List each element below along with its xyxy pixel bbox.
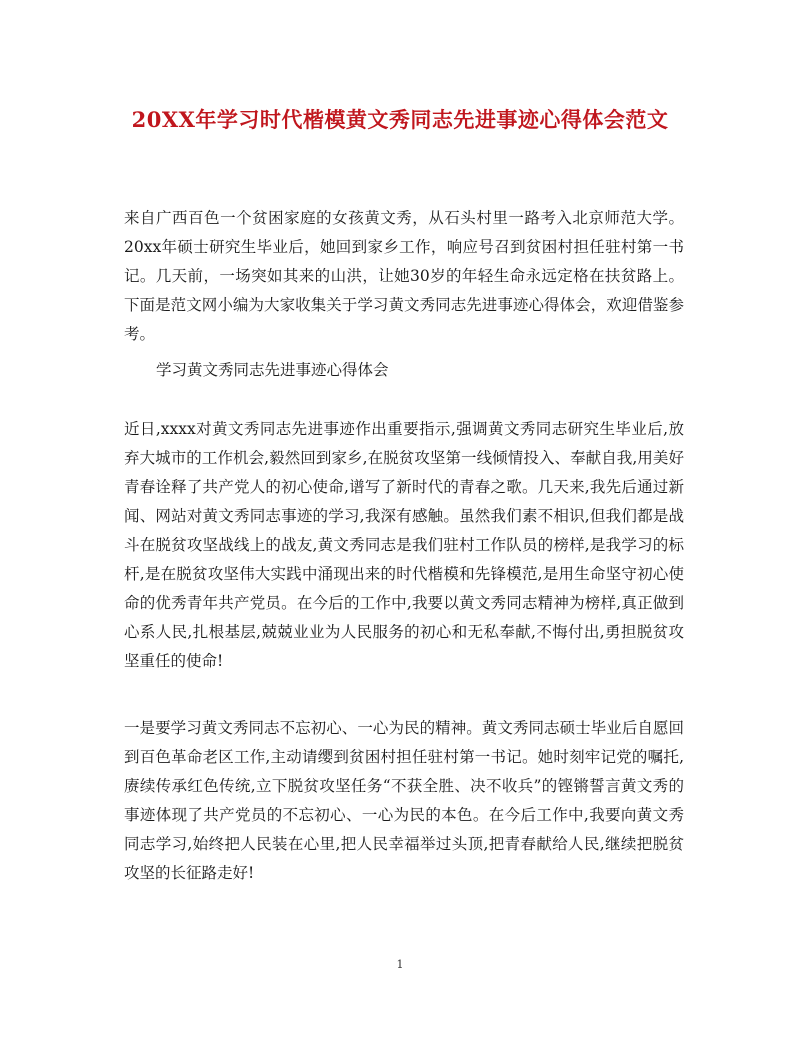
intro-paragraph: 来自广西百色一个贫困家庭的女孩黄文秀，从石头村里一路考入北京师范大学。20xx年硕士研究生毕业后，她回到家乡工作，响应号召到贫困村担任驻村第一书记。几天前，一场突如其来的山洪，让她30岁的年轻生命永远定格在扶贫路上。下面是范文网小编为大家收集关于学习黄文秀同志先进事迹心得体会，欢迎借鉴参考。: [124, 209, 684, 343]
body-paragraph-2: 一是要学习黄文秀同志不忘初心、一心为民的精神。黄文秀同志硕士毕业后自愿回到百色革命老区工作,主动请缨到贫困村担任驻村第一书记。她时刻牢记党的嘱托,赓续传承红色传统,立下脱贫攻坚任务“不获全胜、决不收兵”的铿锵誓言黄文秀的事迹体现了共产党员的不忘初心、一心为民的本色。在今后工作中,我要向黄文秀同志学习,始终把人民装在心里,把人民幸福举过头顶,把青春献给人民,继续把脱贫攻坚的长征路走好!: [124, 719, 684, 882]
section-subheading: 学习黄文秀同志先进事迹心得体会: [156, 361, 389, 379]
body-paragraph-1: 近日,xxxx对黄文秀同志先进事迹作出重要指示,强调黄文秀同志研究生毕业后,放弃大城市的工作机会,毅然回到家乡,在脱贫攻坚第一线倾情投入、奉献自我,用美好青春诠释了共产党人的初心使命,谱写了新时代的青春之歌。几天来,我先后通过新闻、网站对黄文秀同志事迹的学习,我深有感触。虽然我们素不相识,但我们都是战斗在脱贫攻坚战线上的战友,黄文秀同志是我们驻村工作队员的榜样,是我学习的标杆,是在脱贫攻坚伟大实践中涌现出来的时代楷模和先锋模范,是用生命坚守初心使命的优秀青年共产党员。在今后的工作中,我要以黄文秀同志精神为榜样,真正做到心系人民,扎根基层,兢兢业业为人民服务的初心和无私奉献,不悔付出,勇担脱贫攻坚重任的使命!: [124, 420, 684, 670]
page-number: 1: [396, 958, 404, 971]
document-title: 20XX年学习时代楷模黄文秀同志先进事迹心得体会范文: [131, 107, 669, 132]
